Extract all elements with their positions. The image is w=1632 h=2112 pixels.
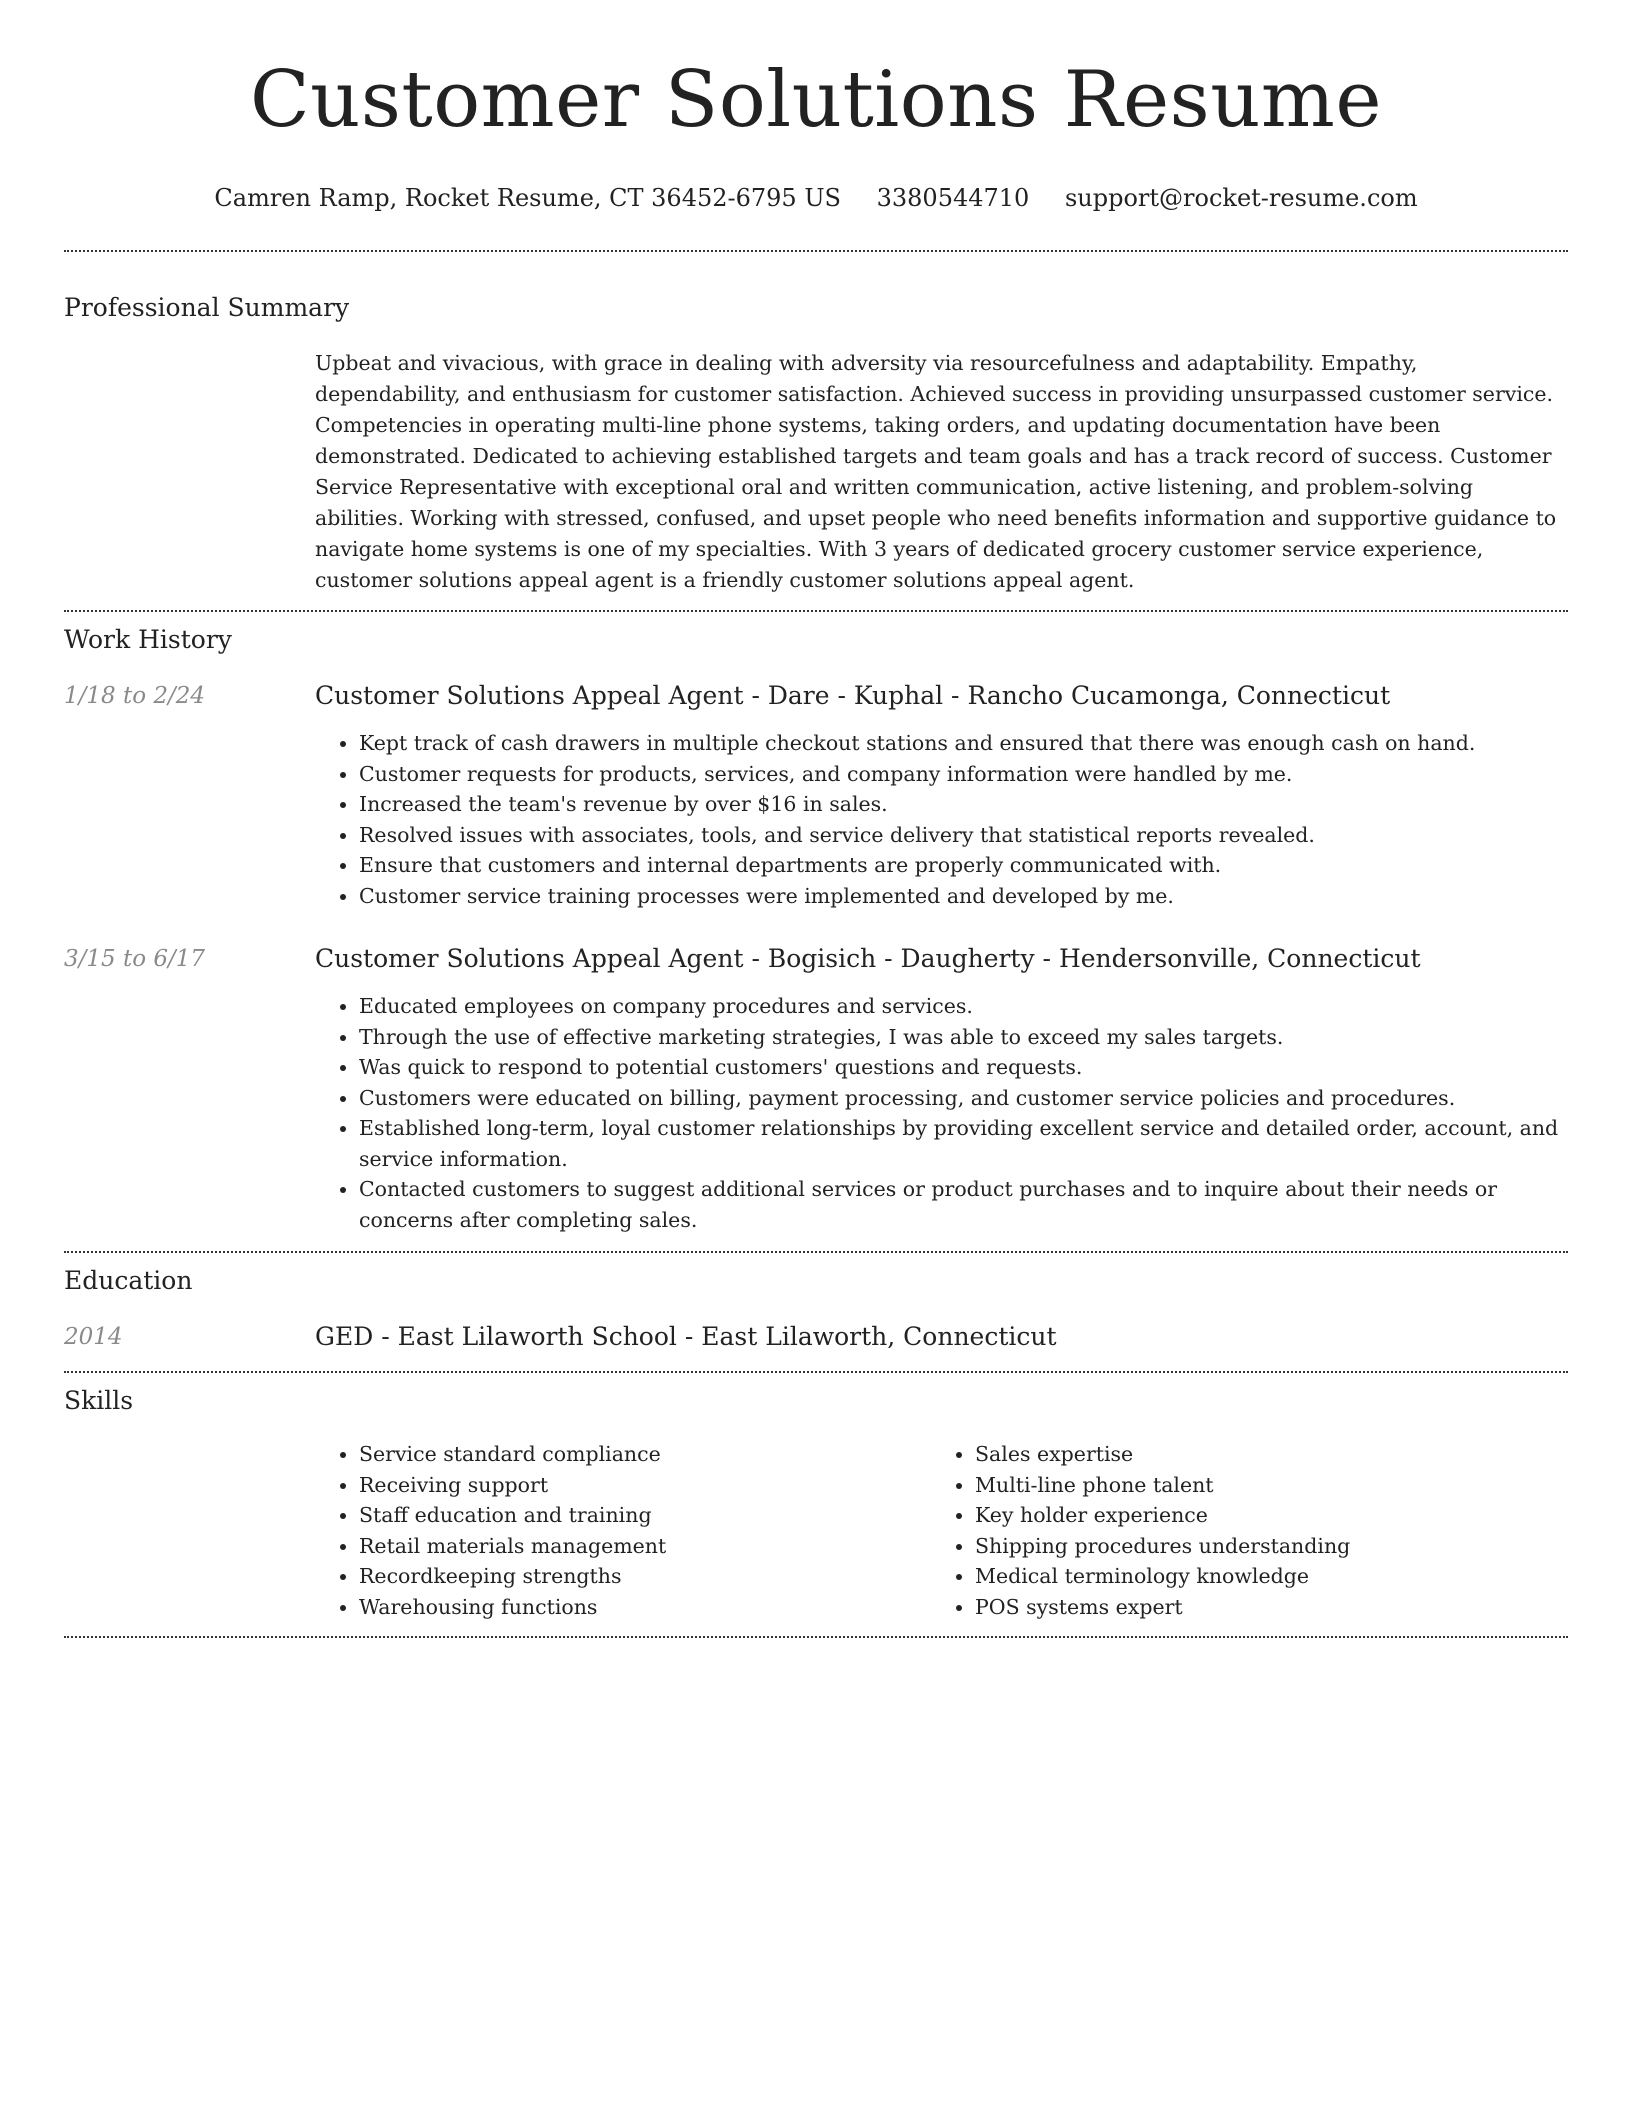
- job-bullets: [315, 991, 1568, 1235]
- skills-section: [64, 1385, 1568, 1622]
- divider: [64, 250, 1568, 252]
- job-bullet: • Was quick to respond to potential customers' questions and requests.: [359, 1052, 1568, 1083]
- job-body: [315, 680, 1568, 911]
- document-title: Customer Solutions Resume: [249, 55, 1383, 145]
- contact-address: Camren Ramp, Rocket Resume, CT 36452-6795 US: [214, 184, 841, 212]
- skill-item: • Sales expertise: [975, 1439, 1531, 1470]
- skill-item: • Medical terminology knowledge: [975, 1561, 1531, 1592]
- divider: [64, 1251, 1568, 1253]
- job-bullet: • Customer service training processes were implemented and developed by me.: [359, 881, 1568, 912]
- job-dates: 1/18 to 2/24: [64, 683, 206, 709]
- skill-item: • Recordkeeping strengths: [359, 1561, 931, 1592]
- skill-item: • Service standard compliance: [359, 1439, 931, 1470]
- job-bullet: • Customer requests for products, services, and company information were handled by me.: [359, 759, 1568, 790]
- skill-item: • Retail materials management: [359, 1531, 931, 1562]
- section-heading-education: Education: [64, 1266, 193, 1295]
- job-bullet: • Kept track of cash drawers in multiple checkout stations and ensured that there was enough cash on hand.: [359, 728, 1568, 759]
- skill-item: • Staff education and training: [359, 1500, 931, 1531]
- skill-item: • POS systems expert: [975, 1592, 1531, 1623]
- skills-column-right: [931, 1439, 1531, 1622]
- skill-item: • Multi-line phone talent: [975, 1470, 1531, 1501]
- skills-column-left: [315, 1439, 931, 1622]
- contact-email: support@rocket-resume.com: [1064, 184, 1418, 212]
- skill-item: • Warehousing functions: [359, 1592, 931, 1623]
- job-title: Customer Solutions Appeal Agent - Dare - Kuphal - Rancho Cucamonga, Connecticut: [315, 681, 1391, 710]
- job-bullet: • Increased the team's revenue by over $16 in sales.: [359, 789, 1568, 820]
- divider: [64, 1636, 1568, 1638]
- job-bullet: • Customers were educated on billing, payment processing, and customer service policies and procedures.: [359, 1083, 1568, 1114]
- section-heading-work-history: Work History: [64, 625, 232, 654]
- education-section: [64, 1265, 1568, 1353]
- contact-phone: 3380544710: [876, 184, 1030, 212]
- summary-text: Upbeat and vivacious, with grace in dealing with adversity via resourcefulness and adaptability. Empathy, dependability, and enthusiasm for customer satisfaction. Achieved success in providing unsurpassed customer service. Competencies in operating multi-line phone systems, taking orders, and updating documentation have been demonstrated. Dedicated to achieving established targets and team goals and has a track record of success. Customer Service Representative with exceptional oral and written communication, active listening, and problem-solving abilities. Working with stressed, confused, and upset people who need benefits information and supportive guidance to navigate home systems is one of my specialties. With 3 years of dedicated grocery customer service experience, customer solutions appeal agent is a friendly customer solutions appeal agent.: [315, 351, 1557, 592]
- divider: [64, 610, 1568, 612]
- education-year: 2014: [64, 1324, 123, 1350]
- skill-item: • Key holder experience: [975, 1500, 1531, 1531]
- job-bullet: • Contacted customers to suggest additional services or product purchases and to inquire about their needs or concerns after completing sales.: [359, 1174, 1568, 1235]
- job-entry: [64, 680, 1568, 911]
- job-body: [315, 943, 1568, 1235]
- job-dates: 3/15 to 6/17: [64, 946, 206, 972]
- job-title: Customer Solutions Appeal Agent - Bogisich - Daugherty - Hendersonville, Connecticut: [315, 944, 1421, 973]
- job-bullet: • Through the use of effective marketing strategies, I was able to exceed my sales targets.: [359, 1022, 1568, 1053]
- work-history-section: [64, 624, 1568, 1235]
- education-entry: [64, 1321, 1568, 1353]
- job-bullet: • Established long-term, loyal customer relationships by providing excellent service and detailed order, account, and service information.: [359, 1113, 1568, 1174]
- skill-item: • Receiving support: [359, 1470, 931, 1501]
- summary-section: [64, 292, 1568, 596]
- job-bullet: • Ensure that customers and internal departments are properly communicated with.: [359, 850, 1568, 881]
- job-bullet: • Resolved issues with associates, tools, and service delivery that statistical reports revealed.: [359, 820, 1568, 851]
- section-heading-summary: Professional Summary: [64, 293, 350, 322]
- contact-line: [64, 182, 1568, 214]
- job-bullets: [315, 728, 1568, 911]
- skill-item: • Shipping procedures understanding: [975, 1531, 1531, 1562]
- education-title: GED - East Lilaworth School - East Lilaworth, Connecticut: [315, 1322, 1057, 1351]
- divider: [64, 1371, 1568, 1373]
- job-entry: [64, 943, 1568, 1235]
- job-bullet: • Educated employees on company procedures and services.: [359, 991, 1568, 1022]
- skills-grid: [315, 1439, 1568, 1622]
- section-heading-skills: Skills: [64, 1386, 134, 1415]
